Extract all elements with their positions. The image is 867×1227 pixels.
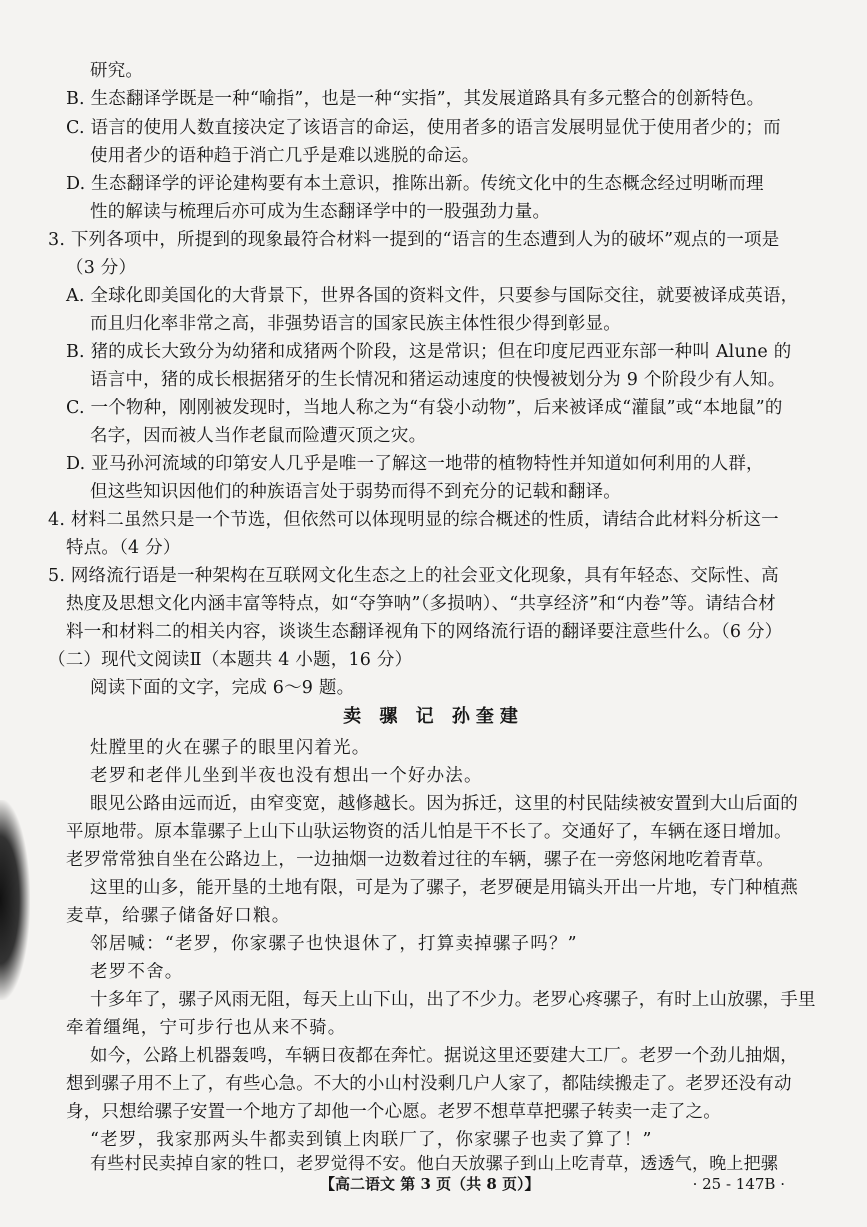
text-line: 名字，因而被人当作老鼠而险遭灭顶之灾。: [90, 426, 427, 446]
page-footer: [0, 1173, 867, 1195]
q3-option-c: C. 一个物种，刚刚被发现时，当地人称之为“有袋小动物”，后来被译成“灌鼠”或“本地鼠”的: [66, 398, 783, 418]
section-heading: （二）现代文阅读Ⅱ（本题共 4 小题，16 分）: [48, 650, 413, 670]
story-paragraph: 这里的山多，能开垦的土地有限，可是为了骡子，老罗硬是用镐头开出一片地，专门种植燕: [90, 878, 798, 898]
story-line: 平原地带。原本靠骡子上山下山驮运物资的活儿怕是干不长了。交通好了，车辆在逐日增加。: [66, 822, 792, 842]
question-5: 5. 网络流行语是一种架构在互联网文化生态之上的社会亚文化现象，具有年轻态、交际性、高: [48, 566, 779, 586]
footer-page-info: 【高二语文 第 3 页（共 8 页）】: [320, 1175, 540, 1193]
text-line: 研究。: [90, 61, 144, 81]
option-d: D. 生态翻译学的评论建构要有本土意识，推陈出新。传统文化中的生态概念经过明晰而理: [66, 174, 764, 194]
story-line: 身，只想给骡子安置一个地方了却他一个心愿。老罗不想草草把骡子转卖一走了之。: [66, 1102, 721, 1122]
text-line: 使用者少的语种趋于消亡几乎是难以逃脱的命运。: [90, 146, 480, 166]
q3-option-d: D. 亚马孙河流域的印第安人几乎是唯一了解这一地带的植物特性并知道如何利用的人群，: [66, 454, 764, 474]
story-line: 牵着缰绳，宁可步行也从来不骑。: [66, 1018, 347, 1038]
scan-shadow: [0, 800, 30, 1000]
option-c: C. 语言的使用人数直接决定了该语言的命运，使用者多的语言发展明显优于使用者少的；而: [66, 118, 781, 138]
story-line: 想到骡子用不上了，有些心急。不大的小山村没剩几户人家了，都陆续搬走了。老罗还没有动: [66, 1074, 792, 1094]
question-3: 3. 下列各项中，所提到的现象最符合材料一提到的“语言的生态遭到人为的破坏”观点的一项是: [48, 230, 780, 250]
story-title: 卖 骡 记 孙奎建: [343, 706, 524, 727]
q3-option-a: A. 全球化即美国化的大背景下，世界各国的资料文件，只要参与国际交往，就要被译成英语，: [66, 286, 799, 306]
text-line: 性的解读与梳理后亦可成为生态翻译学中的一股强劲力量。: [90, 202, 551, 222]
story-paragraph: 老罗不舍。: [90, 962, 184, 982]
text-line: 语言中，猪的成长根据猪牙的生长情况和猪运动速度的快慢被划分为 9 个阶段少有人知。: [90, 370, 786, 390]
text-line: 料一和材料二的相关内容，谈谈生态翻译视角下的网络流行语的翻译要注意些什么。（6 分）: [66, 622, 783, 642]
story-paragraph: 有些村民卖掉自家的牲口，老罗觉得不安。他白天放骡子到山上吃青草，透透气，晚上把骡: [90, 1154, 778, 1174]
text-line: 而且归化率非常之高，非强势语言的国家民族主体性很少得到彰显。: [90, 314, 621, 334]
option-b: B. 生态翻译学既是一种“喻指”，也是一种“实指”，其发展道路具有多元整合的创新特色。: [66, 89, 765, 109]
story-line: 老罗常常独自坐在公路边上，一边抽烟一边数着过往的车辆，骡子在一旁悠闲地吃着青草。: [66, 850, 774, 870]
story-paragraph: “老罗，我家那两头牛都卖到镇上肉联厂了，你家骡子也卖了算了！”: [90, 1130, 653, 1150]
instruction: 阅读下面的文字，完成 6～9 题。: [90, 678, 355, 698]
story-line: 麦草，给骡子储备好口粮。: [66, 906, 291, 926]
text-line: 热度及思想文化内涵丰富等特点，如“夺笋呐”（多损呐）、“共享经济”和“内卷”等。请结合材: [66, 594, 776, 614]
story-paragraph: 如今，公路上机器轰鸣，车辆日夜都在奔忙。据说这里还要建大工厂。老罗一个劲儿抽烟，: [90, 1046, 798, 1066]
question-4-score: 特点。（4 分）: [66, 538, 181, 558]
story-paragraph: 邻居喊：“老罗，你家骡子也快退休了，打算卖掉骡子吗？”: [90, 934, 578, 954]
story-paragraph: 眼见公路由远而近，由窄变宽，越修越长。因为拆迁，这里的村民陆续被安置到大山后面的: [90, 794, 798, 814]
footer-code: · 25 - 147B ·: [692, 1175, 785, 1193]
story-paragraph: 灶膛里的火在骡子的眼里闪着光。: [90, 738, 371, 758]
question-4: 4. 材料二虽然只是一个节选，但依然可以体现明显的综合概述的性质，请结合此材料分析这一: [48, 510, 779, 530]
text-line: 但这些知识因他们的种族语言处于弱势而得不到充分的记载和翻译。: [90, 482, 621, 502]
story-paragraph: 十多年了，骡子风雨无阻，每天上山下山，出了不少力。老罗心疼骡子，有时上山放骡，手里: [90, 990, 816, 1010]
q3-option-b: B. 猪的成长大致分为幼猪和成猪两个阶段，这是常识；但在印度尼西亚东部一种叫 Alune 的: [66, 342, 792, 362]
story-paragraph: 老罗和老伴儿坐到半夜也没有想出一个好办法。: [90, 766, 483, 786]
question-3-score: （3 分）: [66, 258, 137, 278]
